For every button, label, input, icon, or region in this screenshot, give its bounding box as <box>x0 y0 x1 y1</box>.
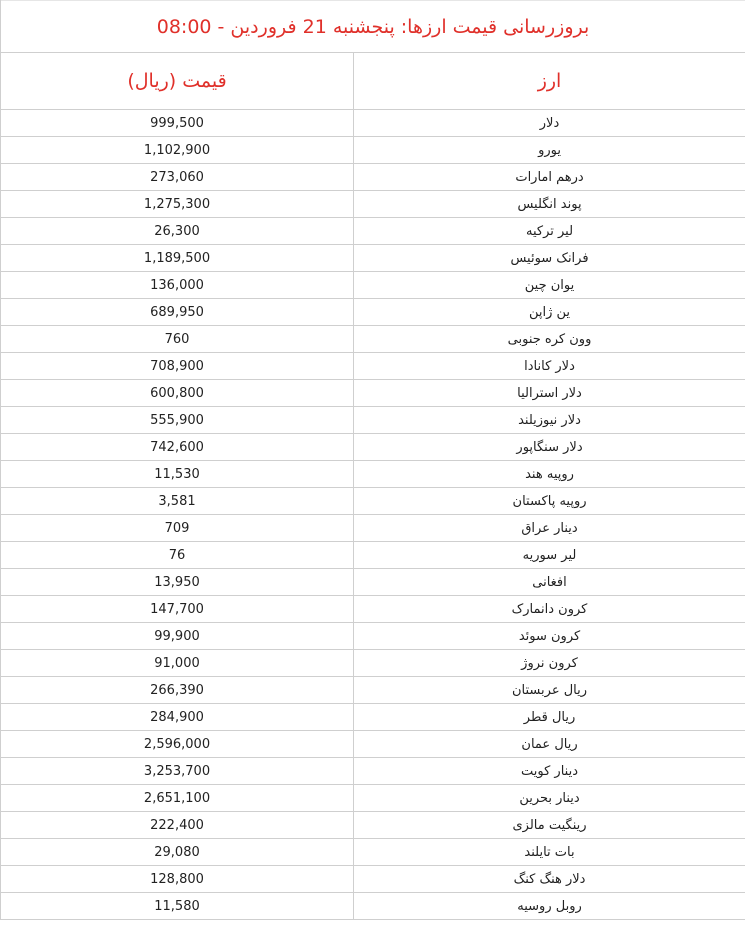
price-value-cell: 2,596,000 <box>1 731 354 758</box>
currency-name-cell: کرون سوئد <box>354 623 745 650</box>
table-row <box>1 380 745 407</box>
table-row <box>1 812 745 839</box>
table-row <box>1 704 745 731</box>
currency-name-cell: دلار نیوزیلند <box>354 407 745 434</box>
price-value-cell: 76 <box>1 542 354 569</box>
price-value-cell: 1,275,300 <box>1 191 354 218</box>
currency-name-cell: دینار بحرین <box>354 785 745 812</box>
table-row <box>1 218 745 245</box>
page-title: بروزرسانی قیمت ارزها: پنجشنبه 21 فروردین - 08:00 <box>1 1 745 53</box>
price-value-cell: 13,950 <box>1 569 354 596</box>
currency-name-cell: روپیه هند <box>354 461 745 488</box>
currency-name-cell: وون کره جنوبی <box>354 326 745 353</box>
price-value-cell: 136,000 <box>1 272 354 299</box>
currency-name-cell: یوان چین <box>354 272 745 299</box>
table-row <box>1 515 745 542</box>
currency-name-cell: کرون نروژ <box>354 650 745 677</box>
currency-name-cell: ین ژاپن <box>354 299 745 326</box>
currency-name-cell: دینار کویت <box>354 758 745 785</box>
currency-name-cell: ریال عربستان <box>354 677 745 704</box>
price-value-cell: 284,900 <box>1 704 354 731</box>
currency-name-cell: ریال عمان <box>354 731 745 758</box>
table-row <box>1 893 745 920</box>
table-row <box>1 866 745 893</box>
currency-name-cell: یورو <box>354 137 745 164</box>
price-value-cell: 1,189,500 <box>1 245 354 272</box>
price-column-header: قیمت (ریال) <box>1 53 354 110</box>
table-row <box>1 677 745 704</box>
table-row <box>1 164 745 191</box>
table-row <box>1 731 745 758</box>
currency-name-cell: دلار کانادا <box>354 353 745 380</box>
currency-name-cell: دلار سنگاپور <box>354 434 745 461</box>
price-value-cell: 266,390 <box>1 677 354 704</box>
price-value-cell: 708,900 <box>1 353 354 380</box>
price-value-cell: 3,253,700 <box>1 758 354 785</box>
price-value-cell: 742,600 <box>1 434 354 461</box>
table-row <box>1 785 745 812</box>
price-value-cell: 709 <box>1 515 354 542</box>
currency-name-cell: دلار استرالیا <box>354 380 745 407</box>
price-value-cell: 689,950 <box>1 299 354 326</box>
currency-name-cell: فرانک سوئیس <box>354 245 745 272</box>
price-value-cell: 1,102,900 <box>1 137 354 164</box>
table-row <box>1 245 745 272</box>
currency-name-cell: کرون دانمارک <box>354 596 745 623</box>
header-row <box>1 53 745 110</box>
price-value-cell: 147,700 <box>1 596 354 623</box>
table-row <box>1 407 745 434</box>
currency-name-cell: دینار عراق <box>354 515 745 542</box>
price-value-cell: 29,080 <box>1 839 354 866</box>
price-value-cell: 128,800 <box>1 866 354 893</box>
currency-name-cell: روبل روسیه <box>354 893 745 920</box>
table-row <box>1 326 745 353</box>
price-value-cell: 11,530 <box>1 461 354 488</box>
table-row <box>1 758 745 785</box>
currency-name-cell: روپیه پاکستان <box>354 488 745 515</box>
table-row <box>1 569 745 596</box>
table-row <box>1 299 745 326</box>
table-row <box>1 488 745 515</box>
price-value-cell: 26,300 <box>1 218 354 245</box>
table-row <box>1 191 745 218</box>
table-row <box>1 110 745 137</box>
table-row <box>1 461 745 488</box>
price-value-cell: 760 <box>1 326 354 353</box>
price-value-cell: 91,000 <box>1 650 354 677</box>
currency-name-cell: پوند انگلیس <box>354 191 745 218</box>
currency-name-cell: ریال قطر <box>354 704 745 731</box>
table-row <box>1 353 745 380</box>
table-row <box>1 650 745 677</box>
table-row <box>1 272 745 299</box>
price-value-cell: 99,900 <box>1 623 354 650</box>
price-value-cell: 999,500 <box>1 110 354 137</box>
table-row <box>1 542 745 569</box>
price-value-cell: 273,060 <box>1 164 354 191</box>
currency-name-cell: بات تایلند <box>354 839 745 866</box>
currency-name-cell: دلار هنگ کنگ <box>354 866 745 893</box>
currency-name-cell: لیر سوریه <box>354 542 745 569</box>
price-value-cell: 222,400 <box>1 812 354 839</box>
table-row <box>1 137 745 164</box>
currency-name-cell: درهم امارات <box>354 164 745 191</box>
title-row <box>1 1 745 53</box>
price-value-cell: 555,900 <box>1 407 354 434</box>
currency-name-cell: رینگیت مالزی <box>354 812 745 839</box>
currency-name-cell: لیر ترکیه <box>354 218 745 245</box>
table-row <box>1 434 745 461</box>
table-row <box>1 623 745 650</box>
currency-name-cell: افغانی <box>354 569 745 596</box>
price-value-cell: 3,581 <box>1 488 354 515</box>
price-value-cell: 11,580 <box>1 893 354 920</box>
price-value-cell: 600,800 <box>1 380 354 407</box>
currency-name-cell: دلار <box>354 110 745 137</box>
table-row <box>1 839 745 866</box>
price-value-cell: 2,651,100 <box>1 785 354 812</box>
table-row <box>1 596 745 623</box>
currency-column-header: ارز <box>354 53 745 110</box>
